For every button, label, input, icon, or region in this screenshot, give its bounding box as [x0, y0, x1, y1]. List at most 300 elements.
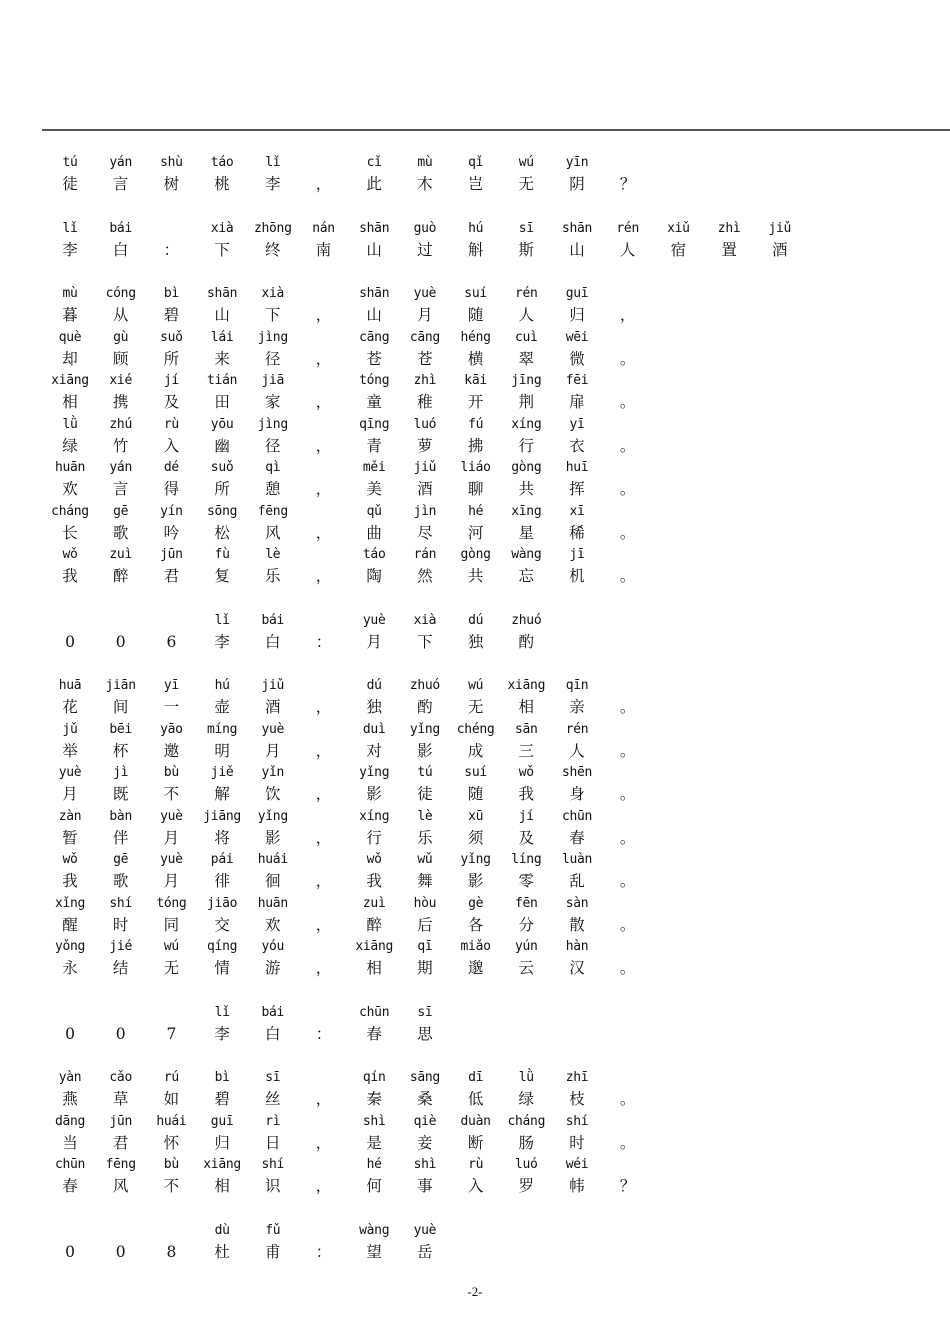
hanzi-char: 徒	[417, 785, 433, 803]
hanzi-char: 长	[62, 523, 78, 542]
hanzi-char: 山	[366, 240, 382, 259]
hanzi-char: 稚	[417, 393, 433, 411]
hanzi-char: ，	[315, 567, 332, 585]
hanzi-char: 欢	[265, 915, 281, 934]
pinyin-syllable: zhì	[717, 220, 741, 236]
hanzi-char: 随	[467, 306, 484, 324]
pinyin-syllable: jūn	[109, 1113, 132, 1129]
hanzi-char: 当	[62, 1133, 78, 1152]
hanzi-char: 。	[619, 828, 636, 847]
pinyin-syllable: hàn	[565, 939, 589, 954]
hanzi-char: 。	[619, 1090, 636, 1108]
pinyin-line	[0, 1221, 950, 1241]
pinyin-line	[0, 611, 950, 631]
pinyin-syllable: xǐng	[54, 895, 86, 911]
hanzi-char: 饮	[265, 785, 281, 803]
hanzi-char: 伴	[112, 828, 129, 847]
hanzi-char: 云	[518, 959, 535, 977]
pinyin-syllable: sān	[515, 721, 538, 737]
hanzi-char: 秦	[366, 1090, 382, 1108]
hanzi-char: 挥	[569, 480, 585, 498]
hanzi-char: 事	[417, 1177, 433, 1195]
hanzi-char: 甫	[265, 1242, 281, 1261]
pinyin-line	[0, 371, 950, 391]
pinyin-syllable: yǐng	[460, 852, 491, 867]
hanzi-char: 结	[112, 959, 129, 977]
pinyin-syllable: jìn	[413, 503, 437, 519]
pinyin-syllable: bái	[261, 612, 285, 628]
pinyin-line	[0, 676, 950, 696]
hanzi-char: 乐	[265, 567, 281, 585]
pinyin-syllable: cóng	[105, 286, 136, 301]
hanzi-char: 独	[366, 698, 382, 716]
pinyin-syllable: shí	[565, 1113, 589, 1129]
pinyin-syllable: tú	[417, 765, 433, 780]
pinyin-syllable: jiǔ	[261, 678, 285, 693]
pinyin-syllable: luó	[413, 416, 437, 432]
hanzi-char: 星	[518, 523, 535, 542]
hanzi-char: ：	[315, 1024, 332, 1043]
hanzi-char: 微	[569, 349, 585, 368]
pinyin-syllable: yǐng	[257, 808, 288, 824]
pinyin-syllable: dī	[468, 1070, 484, 1085]
hanzi-char: 酌	[518, 632, 535, 651]
pinyin-syllable: cǐ	[366, 155, 382, 170]
hanzi-char: 徊	[265, 872, 281, 890]
pinyin-syllable: jì	[113, 765, 129, 780]
pinyin-syllable: héng	[460, 329, 491, 345]
pinyin-syllable: sàn	[565, 895, 589, 911]
hanzi-char: 河	[467, 523, 484, 542]
hanzi-char: ，	[619, 306, 636, 324]
hanzi-line	[0, 436, 950, 456]
hanzi-char: 扉	[569, 393, 585, 411]
pinyin-syllable: wàng	[359, 1222, 390, 1238]
hanzi-char: 李	[62, 240, 78, 259]
hanzi-char: ，	[315, 306, 332, 324]
hanzi-char: 归	[214, 1133, 230, 1152]
hanzi-char: 游	[265, 959, 281, 977]
pinyin-syllable: suǒ	[210, 460, 234, 475]
pinyin-syllable: yǐn	[261, 765, 285, 780]
pinyin-syllable: rán	[413, 547, 437, 562]
pinyin-syllable: sī	[417, 1004, 433, 1020]
pinyin-syllable: xiāng	[51, 373, 89, 388]
hanzi-char: ，	[315, 523, 332, 542]
hanzi-char: ，	[315, 785, 332, 803]
pinyin-syllable: shān	[561, 220, 593, 236]
hanzi-char: 白	[265, 632, 281, 651]
pinyin-syllable: chūn	[359, 1004, 390, 1020]
hanzi-char: ：	[315, 632, 332, 651]
pinyin-syllable: hé	[468, 503, 484, 519]
pinyin-line	[0, 850, 950, 870]
pinyin-syllable: mù	[417, 155, 433, 170]
pinyin-syllable: jí	[518, 808, 534, 824]
pinyin-syllable: líng	[511, 852, 542, 867]
pinyin-syllable: jiān	[105, 678, 136, 693]
pinyin-syllable: duì	[362, 721, 386, 737]
pinyin-line	[0, 763, 950, 783]
pinyin-syllable: lè	[417, 808, 433, 824]
hanzi-line	[0, 1133, 950, 1153]
hanzi-char: 间	[112, 698, 129, 716]
hanzi-char: 木	[417, 175, 433, 193]
pinyin-syllable: jìng	[257, 329, 288, 345]
pinyin-syllable: jiě	[210, 765, 234, 780]
pinyin-syllable: fǔ	[265, 1222, 281, 1238]
hanzi-line	[0, 349, 950, 369]
pinyin-syllable: yī	[569, 416, 585, 432]
pinyin-syllable: yǐng	[359, 765, 390, 780]
pinyin-syllable: hú	[214, 678, 230, 693]
hanzi-char: 随	[467, 785, 484, 803]
pinyin-syllable: yán	[109, 460, 132, 475]
hanzi-char: 徒	[62, 175, 78, 193]
pinyin-syllable: cāng	[359, 329, 390, 345]
pinyin-syllable: zhì	[413, 373, 437, 388]
hanzi-char: 童	[366, 393, 382, 411]
hanzi-char: 不	[163, 1177, 180, 1195]
pinyin-syllable: yuè	[58, 765, 82, 780]
pinyin-syllable: shí	[261, 1157, 285, 1172]
pinyin-syllable: yuè	[413, 1222, 437, 1238]
hanzi-char: 8	[166, 1242, 177, 1261]
hanzi-char: ：	[315, 1242, 332, 1261]
hanzi-char: 萝	[417, 436, 433, 455]
hanzi-char: 尽	[417, 523, 433, 542]
hanzi-char: ？	[619, 175, 636, 193]
hanzi-char: 影	[265, 828, 281, 847]
pinyin-syllable: xiǔ	[667, 220, 690, 236]
hanzi-char: 相	[214, 1177, 230, 1195]
pinyin-syllable: táo	[210, 155, 234, 170]
hanzi-char: 置	[721, 240, 737, 259]
hanzi-char: 日	[265, 1133, 281, 1152]
pinyin-syllable: qín	[362, 1070, 386, 1085]
pinyin-line	[0, 545, 950, 565]
pinyin-syllable: huī	[565, 460, 589, 475]
hanzi-char: 身	[569, 785, 585, 803]
hanzi-char: 0	[65, 632, 75, 651]
pinyin-syllable: bì	[214, 1070, 230, 1085]
pinyin-syllable: yuè	[362, 612, 386, 628]
pinyin-line	[0, 1068, 950, 1088]
hanzi-char: ，	[315, 393, 332, 411]
hanzi-char: 所	[214, 480, 230, 498]
pinyin-syllable: xiāng	[507, 678, 546, 693]
hanzi-char: 邈	[467, 959, 484, 977]
hanzi-char: 将	[214, 828, 230, 847]
pinyin-syllable: hú	[468, 220, 484, 236]
pinyin-syllable: yóu	[261, 939, 285, 954]
hanzi-char: 陶	[366, 567, 382, 585]
hanzi-char: 下	[417, 632, 433, 651]
pinyin-syllable: wǔ	[417, 852, 433, 867]
hanzi-char: 相	[518, 698, 535, 716]
pinyin-line	[0, 1155, 950, 1175]
pinyin-syllable: xū	[468, 808, 484, 824]
hanzi-char: 白	[112, 240, 129, 259]
hanzi-char: 断	[467, 1133, 484, 1152]
hanzi-char: 影	[366, 785, 382, 803]
hanzi-char: 后	[417, 915, 433, 934]
pinyin-syllable: qǔ	[366, 503, 382, 519]
hanzi-char: 此	[366, 175, 382, 193]
hanzi-char: 无	[518, 175, 535, 193]
pinyin-syllable: guī	[565, 286, 589, 301]
hanzi-char: 桑	[417, 1090, 433, 1108]
pinyin-syllable: shì	[413, 1157, 437, 1172]
hanzi-char: 影	[417, 741, 433, 760]
hanzi-char: 明	[214, 741, 230, 760]
hanzi-char: 言	[112, 480, 129, 498]
pinyin-line	[0, 415, 950, 435]
pinyin-syllable: cǎo	[109, 1070, 132, 1085]
pinyin-syllable: yāo	[160, 721, 183, 737]
pinyin-syllable: huān	[54, 460, 86, 475]
hanzi-char: 山	[214, 306, 230, 324]
pinyin-syllable: sī	[265, 1070, 281, 1085]
hanzi-char: 月	[265, 741, 281, 760]
hanzi-char: 荆	[518, 393, 535, 411]
pinyin-line	[0, 720, 950, 740]
pinyin-syllable: táo	[362, 547, 386, 562]
pinyin-syllable: tóng	[156, 895, 187, 911]
hanzi-char: 风	[112, 1177, 129, 1195]
hanzi-char: 山	[569, 240, 585, 259]
pinyin-syllable: suǒ	[160, 329, 183, 345]
pinyin-syllable: lái	[210, 329, 234, 345]
pinyin-syllable: xiāng	[355, 939, 393, 954]
pinyin-syllable: měi	[362, 460, 386, 475]
hanzi-char: 君	[112, 1133, 129, 1152]
hanzi-char: 醉	[112, 567, 129, 585]
hanzi-char: 春	[62, 1177, 78, 1195]
hanzi-line	[0, 1089, 950, 1109]
hanzi-char: 邀	[163, 741, 180, 760]
hanzi-line	[0, 240, 950, 260]
pinyin-syllable: hé	[366, 1157, 382, 1172]
pinyin-syllable: xià	[413, 612, 437, 628]
hanzi-char: 横	[467, 349, 484, 368]
pinyin-syllable: xià	[261, 286, 285, 301]
pinyin-syllable: sāng	[409, 1070, 440, 1085]
hanzi-char: 无	[467, 698, 484, 716]
hanzi-char: 从	[112, 306, 129, 324]
pinyin-line	[0, 284, 950, 304]
pinyin-line	[0, 1003, 950, 1023]
hanzi-char: 月	[62, 785, 78, 803]
hanzi-line	[0, 392, 950, 412]
hanzi-char: 汉	[569, 959, 585, 977]
hanzi-line	[0, 1176, 950, 1196]
pinyin-syllable: qī	[417, 939, 433, 954]
hanzi-char: 我	[518, 785, 535, 803]
hanzi-char: 6	[166, 632, 177, 651]
hanzi-char: 三	[518, 741, 535, 760]
hanzi-char: 开	[467, 393, 484, 411]
hanzi-line	[0, 784, 950, 804]
pinyin-syllable: yǒng	[54, 939, 86, 954]
pinyin-syllable: tú	[62, 155, 78, 170]
hanzi-char: ？	[619, 1177, 636, 1195]
hanzi-char: ，	[315, 480, 332, 498]
pinyin-syllable: nán	[312, 220, 335, 236]
pinyin-syllable: wǒ	[518, 765, 534, 780]
pinyin-syllable: wàng	[511, 547, 542, 562]
hanzi-char: 行	[366, 828, 382, 847]
hanzi-char: 君	[163, 567, 180, 585]
hanzi-char: 7	[166, 1024, 177, 1043]
pinyin-syllable: fēng	[105, 1157, 136, 1172]
pinyin-syllable: jiǔ	[768, 220, 792, 236]
hanzi-char: 。	[619, 959, 636, 977]
pinyin-syllable: rén	[565, 721, 589, 737]
pinyin-syllable: bái	[109, 220, 132, 236]
hanzi-char: 是	[366, 1133, 382, 1152]
hanzi-line	[0, 741, 950, 761]
hanzi-char: ，	[315, 698, 332, 716]
pinyin-syllable: yún	[515, 939, 538, 954]
hanzi-char: 却	[62, 349, 78, 368]
pinyin-syllable: yuè	[261, 721, 285, 737]
pinyin-syllable: zuì	[362, 895, 386, 911]
pinyin-syllable: gè	[468, 895, 484, 911]
hanzi-char: 及	[163, 393, 180, 411]
pinyin-syllable: luó	[515, 1157, 538, 1172]
hanzi-char: 歌	[112, 872, 129, 890]
pinyin-line	[0, 502, 950, 522]
pinyin-syllable: jí	[163, 373, 179, 388]
hanzi-char: 妾	[417, 1133, 433, 1152]
hanzi-char: 醉	[366, 915, 382, 934]
hanzi-char: 时	[112, 915, 129, 934]
pinyin-syllable: shì	[362, 1113, 386, 1129]
pinyin-syllable: lǐ	[265, 155, 281, 170]
pinyin-syllable: qì	[265, 460, 281, 475]
pinyin-syllable: yàn	[58, 1070, 82, 1085]
pinyin-syllable: fù	[214, 547, 230, 562]
pinyin-syllable: fēng	[257, 503, 288, 519]
hanzi-char: 。	[619, 480, 636, 498]
hanzi-char: ，	[315, 1133, 332, 1152]
pinyin-syllable: yīn	[565, 155, 589, 170]
hanzi-char: 宿	[670, 240, 687, 259]
hanzi-char: ，	[315, 828, 332, 847]
hanzi-char: 树	[163, 175, 180, 193]
hanzi-char: 径	[265, 436, 281, 455]
hanzi-char: 思	[417, 1024, 433, 1043]
pinyin-syllable: chūn	[54, 1157, 86, 1172]
hanzi-char: 我	[62, 567, 78, 585]
hanzi-char: 月	[163, 828, 180, 847]
hanzi-char: 成	[467, 741, 484, 760]
pinyin-syllable: gē	[113, 503, 129, 519]
hanzi-char: 0	[115, 1024, 126, 1043]
pinyin-syllable: qīng	[359, 416, 390, 432]
hanzi-char: 白	[265, 1024, 281, 1043]
pinyin-syllable: wǒ	[366, 852, 382, 867]
pinyin-syllable: qiè	[413, 1113, 437, 1129]
hanzi-char: 山	[366, 306, 382, 324]
pinyin-syllable: bì	[163, 286, 179, 301]
pinyin-syllable: lǜ	[518, 1070, 534, 1085]
pinyin-syllable: lǐ	[62, 220, 78, 236]
pinyin-syllable: zhú	[109, 416, 132, 432]
hanzi-char: 须	[467, 828, 484, 847]
hanzi-char: 。	[619, 698, 636, 716]
hanzi-char: 枝	[569, 1090, 585, 1108]
hanzi-char: 田	[214, 393, 230, 411]
pinyin-syllable: jiāng	[203, 808, 241, 824]
pinyin-syllable: wǒ	[62, 852, 78, 867]
pinyin-syllable: lǜ	[62, 416, 78, 432]
pinyin-syllable: jī	[569, 547, 585, 562]
pinyin-syllable: shù	[160, 155, 183, 170]
hanzi-char: 酒	[417, 480, 433, 498]
pinyin-line	[0, 1112, 950, 1132]
hanzi-char: 识	[265, 1177, 281, 1195]
pinyin-syllable: wǒ	[62, 547, 78, 562]
pinyin-syllable: huái	[257, 852, 288, 867]
hanzi-char: 过	[417, 240, 433, 259]
pinyin-syllable: qǐ	[468, 155, 484, 170]
pinyin-syllable: miǎo	[460, 939, 491, 954]
hanzi-char: 人	[569, 741, 585, 760]
hanzi-char: 同	[163, 915, 180, 934]
pinyin-syllable: dù	[214, 1222, 230, 1238]
pinyin-syllable: yuè	[160, 808, 183, 824]
hanzi-line	[0, 958, 950, 978]
hanzi-char: ，	[315, 349, 332, 368]
pinyin-syllable: gòng	[511, 460, 542, 475]
hanzi-char: 岂	[467, 175, 484, 193]
hanzi-char: 月	[366, 632, 382, 651]
hanzi-char: 岳	[417, 1242, 433, 1261]
hanzi-char: 何	[366, 1177, 382, 1195]
hanzi-char: 怀	[163, 1133, 180, 1152]
pinyin-syllable: yuè	[413, 286, 437, 301]
pinyin-syllable: bēi	[109, 721, 132, 737]
hanzi-char: 杯	[112, 741, 129, 760]
pinyin-syllable: gù	[113, 329, 129, 345]
hanzi-char: 苍	[417, 349, 433, 368]
pinyin-syllable: dāng	[54, 1113, 86, 1129]
pinyin-syllable: shí	[109, 895, 132, 911]
pinyin-syllable: gòng	[460, 547, 491, 562]
pinyin-line	[0, 153, 950, 173]
hanzi-char: ：	[163, 240, 180, 259]
hanzi-char: 燕	[62, 1090, 78, 1108]
pinyin-syllable: jūn	[160, 547, 183, 562]
pinyin-syllable: suí	[464, 286, 487, 301]
hanzi-char: 期	[417, 959, 433, 977]
hanzi-char: 来	[214, 349, 230, 368]
pinyin-syllable: jiā	[261, 373, 285, 388]
hanzi-char: 0	[115, 1242, 126, 1261]
pinyin-syllable: zhuó	[511, 612, 542, 628]
pinyin-syllable: shān	[359, 220, 390, 236]
pinyin-line	[0, 807, 950, 827]
hanzi-char: ，	[315, 1177, 332, 1195]
pinyin-syllable: wú	[468, 678, 484, 693]
hanzi-char: 相	[62, 393, 78, 411]
pinyin-syllable: zàn	[58, 808, 82, 824]
hanzi-char: ，	[315, 872, 332, 890]
pinyin-syllable: guī	[210, 1113, 234, 1129]
hanzi-char: 。	[619, 785, 636, 803]
